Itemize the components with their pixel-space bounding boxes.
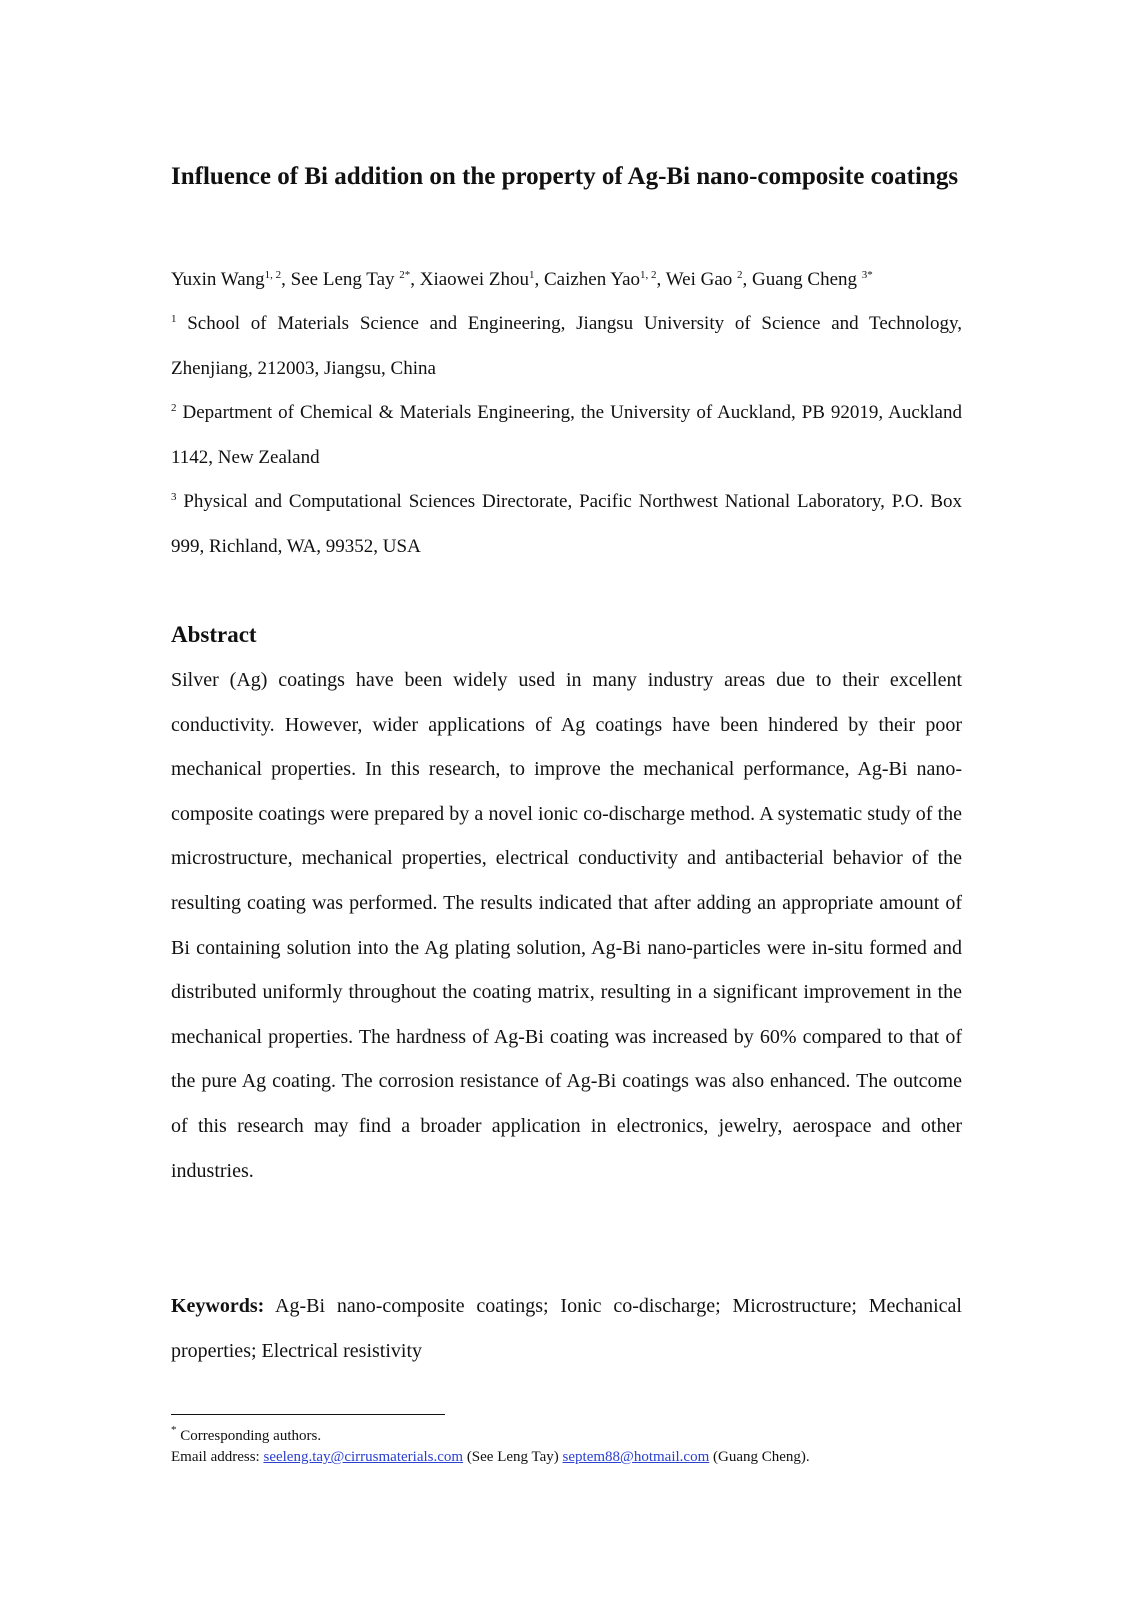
keywords-label: Keywords: (171, 1295, 265, 1317)
affiliation-2 (171, 390, 962, 480)
author-name: Caizhen Yao (543, 269, 641, 290)
author-separator: , (281, 269, 291, 290)
author-name: Xiaowei Zhou (419, 269, 529, 290)
email-link-tay[interactable]: seeleng.tay@cirrusmaterials.com (263, 1449, 464, 1465)
abstract-body: Silver (Ag) coatings have been widely used in many industry areas due to their excellent conductivity. However, wider applications of Ag coatings have been hindered by their poor mechanical properties. In this research, to improve the mechanical performance, Ag-Bi nano-composite coatings were prepared by a novel ionic co-discharge method. A systematic study of the microstructure, mechanical properties, electrical conductivity and antibacterial behavior of the resulting coating was performed. The results indicated that after adding an appropriate amount of Bi containing solution into the Ag plating solution, Ag-Bi nano-particles were in-situ formed and distributed uniformly throughout the coating matrix, resulting in a significant improvement in the mechanical properties. The hardness of Ag-Bi coating was increased by 60% compared to that of the pure Ag coating. The corrosion resistance of Ag-Bi coatings was also enhanced. The outcome of this research may find a broader application in electronics, jewelry, aerospace and other industries. (171, 669, 962, 1182)
footnote-corresponding (171, 1426, 962, 1447)
author-affiliation-sup: 2* (399, 269, 411, 281)
author-name: Wei Gao (665, 269, 737, 290)
email-prefix: Email address: (171, 1449, 264, 1465)
affiliation-number: 3 (171, 491, 177, 503)
affiliation-text: Physical and Computational Sciences Directorate, Pacific Northwest National Laboratory, P.O. Box 999, Richland, WA, 99352, USA (171, 491, 962, 557)
author-list (171, 266, 962, 294)
email-owner-tay: (See Leng Tay) (463, 1449, 563, 1465)
author-affiliation-sup: 1, 2 (640, 269, 657, 281)
affiliation-3 (171, 479, 962, 569)
affiliation-1 (171, 301, 962, 391)
footnote-emails (171, 1447, 962, 1468)
footnote-marker: * (171, 1424, 177, 1436)
keywords-text: Ag-Bi nano-composite coatings; Ionic co-discharge; Microstructure; Mechanical properties; Electrical resistivity (171, 1295, 962, 1362)
footnote (171, 1426, 962, 1468)
affiliation-text: Department of Chemical & Materials Engineering, the University of Auckland, PB 92019, Auckland 1142, New Zealand (171, 402, 962, 468)
author-name: Guang Cheng (752, 269, 862, 290)
email-owner-cheng: (Guang Cheng). (709, 1449, 810, 1465)
email-link-cheng[interactable]: septem88@hotmail.com (562, 1449, 710, 1465)
footnote-divider (171, 1414, 445, 1415)
author-name: See Leng Tay (290, 269, 400, 290)
affiliation-number: 2 (171, 402, 177, 414)
author-separator: , (410, 269, 420, 290)
author-separator: , (742, 269, 752, 290)
abstract-heading: Abstract (171, 622, 257, 647)
author-affiliation-sup: 2 (737, 269, 743, 281)
author-name: Yuxin Wang (171, 269, 265, 290)
affiliation-text: School of Materials Science and Engineering, Jiangsu University of Science and Technology, Zhenjiang, 212003, Jiangsu, China (171, 313, 962, 379)
footnote-corresponding-text: Corresponding authors. (176, 1428, 322, 1444)
author-separator: , (656, 269, 666, 290)
author-affiliation-sup: 1, 2 (264, 269, 282, 281)
author-affiliation-sup: 3* (861, 269, 873, 281)
affiliation-number: 1 (171, 313, 177, 325)
author-affiliation-sup: 1 (528, 269, 535, 281)
author-separator: , (534, 269, 544, 290)
keywords-paragraph (171, 1284, 962, 1373)
paper-title: Influence of Bi addition on the property of Ag-Bi nano-composite coatings (171, 163, 959, 190)
